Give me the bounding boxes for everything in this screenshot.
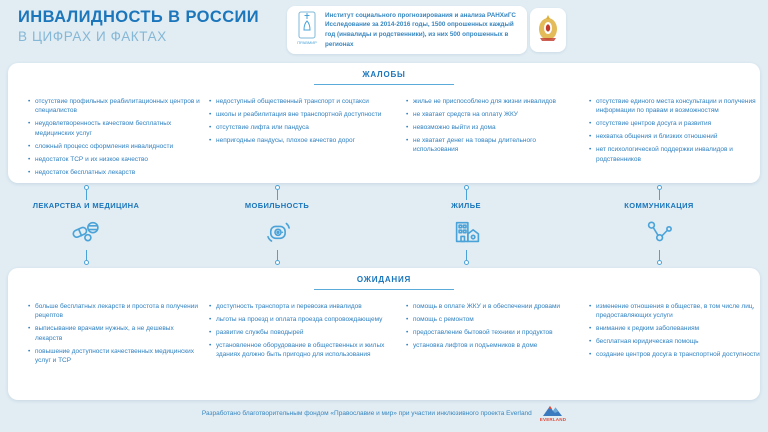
connector-line: [466, 250, 467, 260]
list-item: • создание центров досуга в транспортной доступности: [589, 350, 761, 359]
list-item: • не хватает средств на оплату ЖКУ: [406, 110, 582, 119]
footer-credit-text: Разработано благотворительным фондом «Православие и мир» при участии инклюзивного проекта Everland: [201, 409, 532, 417]
list-item: • нехватка общения и близких отношений: [589, 132, 761, 141]
connector-line: [86, 190, 87, 200]
category-label-communication: КОММУНИКАЦИЯ: [624, 201, 694, 210]
list-item: • жилье не приспособлено для жизни инвалидов: [406, 97, 582, 106]
page-title: ИНВАЛИДНОСТЬ В РОССИИ: [18, 8, 260, 26]
list-item: • не хватает денег на товары длительного использования: [406, 136, 582, 155]
category-label-mobility: МОБИЛЬНОСТЬ: [244, 201, 310, 210]
list-item: • льготы на проезд и оплата проезда сопровождающему: [209, 315, 389, 324]
complaints-column-mobility: [209, 97, 389, 149]
source-box: [287, 6, 527, 54]
list-item: • бесплатная юридическая помощь: [589, 337, 761, 346]
network-icon: [644, 217, 674, 247]
everland-logo-label: EVERLAND: [539, 417, 567, 422]
list-item: • установленное оборудование в общественных и жилых зданиях должно быть пригодно для использования: [209, 341, 389, 360]
complaints-column-medicine: [28, 97, 202, 180]
connector-dot: [657, 260, 662, 265]
list-item: • отсутствие профильных реабилитационных центров и специалистов: [28, 97, 202, 116]
connector-line: [277, 190, 278, 200]
list-item: • недоступный общественный транспорт и соцтакси: [209, 97, 389, 106]
list-item: • предоставление бытовой техники и продуктов: [406, 328, 582, 337]
expectations-column-mobility: [209, 302, 389, 363]
connector-line: [277, 250, 278, 260]
category-label-housing: ЖИЛЬЕ: [451, 201, 481, 210]
list-item: • выписывание врачами нужных, а не дешевых лекарств: [28, 324, 202, 343]
list-item: • отсутствие центров досуга и развития: [589, 119, 761, 128]
footer: [0, 404, 768, 423]
connector-dot: [84, 260, 89, 265]
list-item: • непригодные пандусы, плохое качество дорог: [209, 136, 389, 145]
building-icon: [451, 217, 481, 247]
expectations-column-housing: [406, 302, 582, 354]
list-item: • развитие службы поводырей: [209, 328, 389, 337]
list-item: • изменение отношения в обществе, в том числе лиц, предоставляющих услуги: [589, 302, 761, 321]
connector-line: [86, 250, 87, 260]
complaints-title: ЖАЛОБЫ: [314, 70, 454, 85]
list-item: • доступность транспорта и перевозка инвалидов: [209, 302, 389, 311]
everland-mountain-icon: [542, 404, 564, 417]
complaints-column-communication: [589, 97, 761, 168]
list-item: • сложный процесс оформления инвалидности: [28, 142, 202, 151]
connector-dot: [275, 260, 280, 265]
list-item: • больше бесплатных лекарств и простота в получении рецептов: [28, 302, 202, 321]
list-item: • невозможно выйти из дома: [406, 123, 582, 132]
source-text: Институт социального прогнозирования и анализа РАНХиГС Исследование за 2014-2016 годы, 1500 опрошенных каждый год (инвалиды и родственники), из них 500 опрошенных в регионах: [325, 11, 516, 48]
complaints-column-housing: [406, 97, 582, 158]
list-item: • помощь с ремонтом: [406, 315, 582, 324]
list-item: • неудовлетворенность качеством бесплатных медицинских услуг: [28, 119, 202, 138]
complaints-card: [8, 63, 760, 183]
expectations-column-communication: [589, 302, 761, 363]
list-item: • недостаток ТСР и их низкое качество: [28, 155, 202, 164]
list-item: • недостаток бесплатных лекарств: [28, 168, 202, 177]
connector-line: [466, 190, 467, 200]
ranepa-emblem-icon: [535, 12, 561, 49]
expectations-column-medicine: [28, 302, 202, 369]
list-item: • школы и реабилитация вне транспортной доступности: [209, 110, 389, 119]
list-item: • отсутствие лифта или пандуса: [209, 123, 389, 132]
list-item: • помощь в оплате ЖКУ и в обеспечении дровами: [406, 302, 582, 311]
pills-icon: [71, 217, 101, 247]
list-item: • отсутствие единого места консультации и получения информации по правам и возможностям: [589, 97, 761, 116]
list-item: • нет психологической поддержки инвалидов и родственников: [589, 145, 761, 164]
list-item: • повышение доступности качественных медицинских услуг и ТСР: [28, 347, 202, 366]
expectations-card: [8, 268, 760, 400]
emblem-box: [530, 8, 566, 52]
pravmir-logo-icon: [295, 9, 319, 52]
page-subtitle: В ЦИФРАХ И ФАКТАХ: [18, 29, 167, 44]
svg-text:ПРАВМИР: ПРАВМИР: [297, 39, 317, 45]
expectations-title: ОЖИДАНИЯ: [314, 275, 454, 290]
wheelchair-icon: [262, 217, 292, 247]
list-item: • внимание к редким заболеваниям: [589, 324, 761, 333]
connector-line: [659, 250, 660, 260]
list-item: • установка лифтов и подъемников в доме: [406, 341, 582, 350]
connector-line: [659, 190, 660, 200]
category-label-medicine: ЛЕКАРСТВА И МЕДИЦИНА: [32, 201, 140, 210]
everland-logo: [540, 404, 566, 423]
connector-dot: [464, 260, 469, 265]
